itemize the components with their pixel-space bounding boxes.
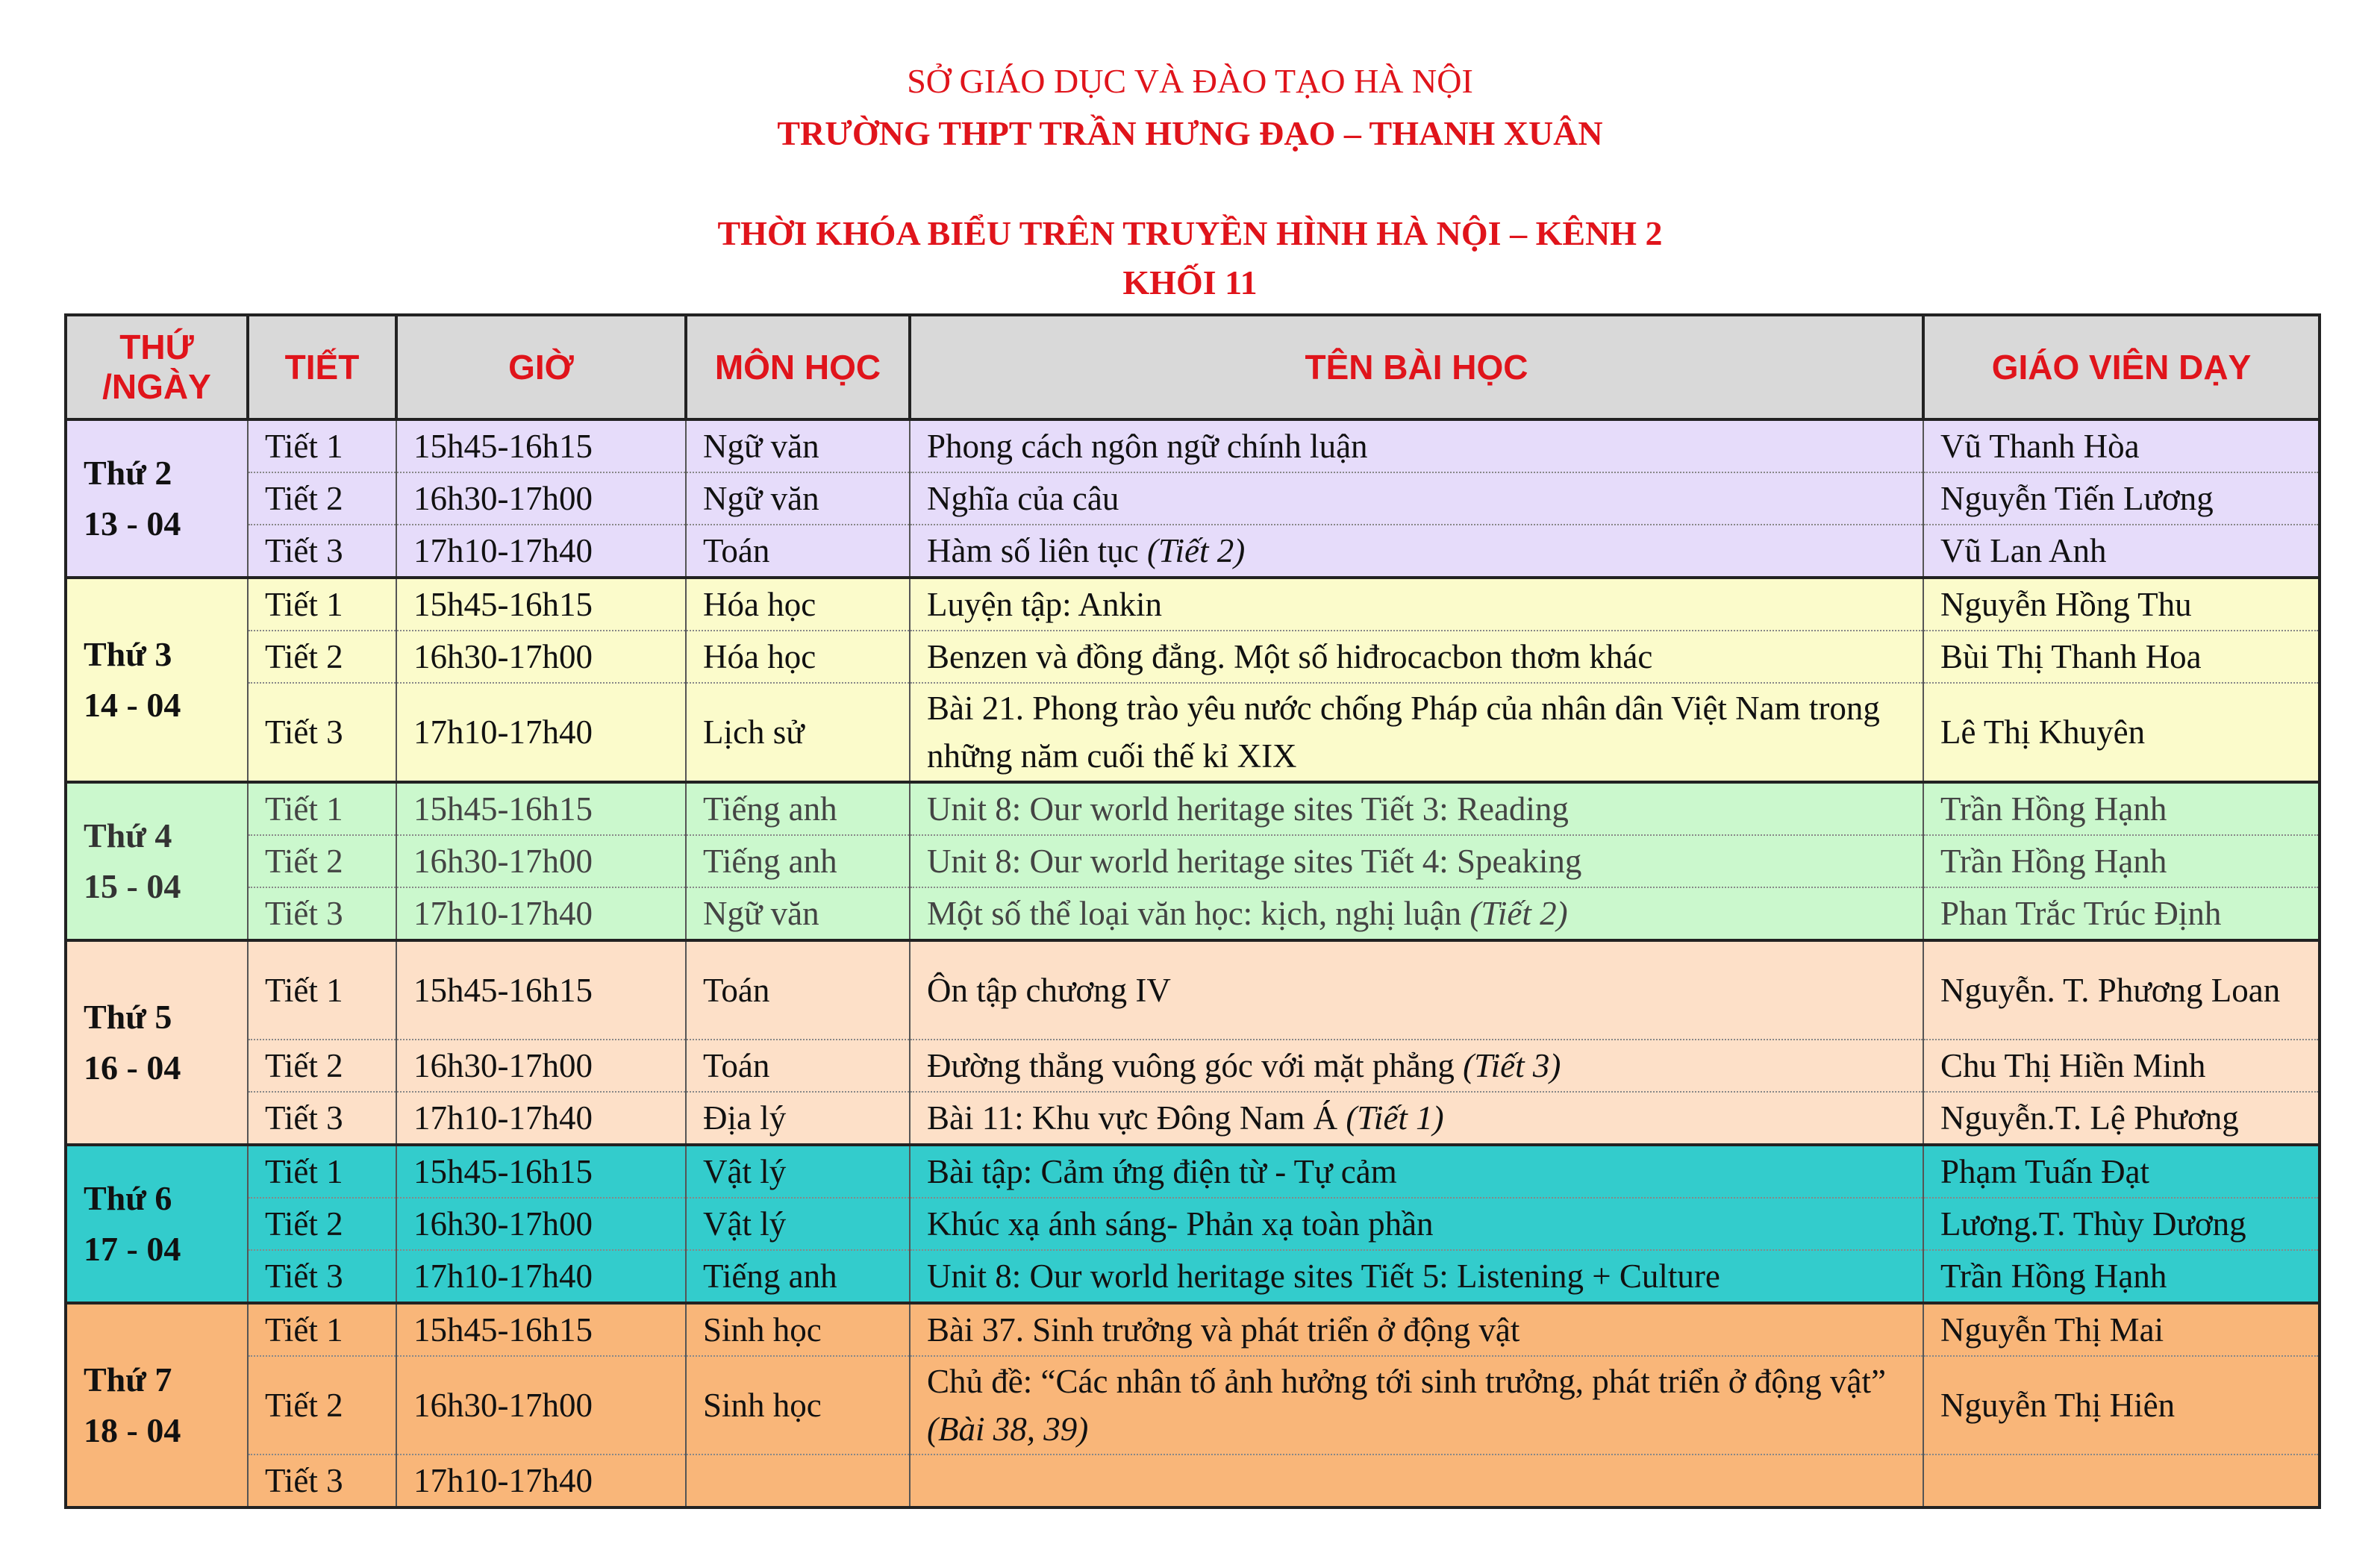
subject-cell: Sinh học — [686, 1303, 910, 1356]
teacher-cell: Nguyễn. T. Phương Loan — [1923, 940, 2320, 1040]
table-row — [66, 525, 2320, 578]
lesson-note: (Tiết 2) — [1146, 532, 1246, 569]
lesson-cell — [910, 887, 1923, 940]
lesson-title: Unit 8: Our world heritage sites Tiết 5: Listening + Culture — [927, 1257, 1720, 1295]
lesson-note: (Tiết 3) — [1463, 1047, 1561, 1084]
lesson-cell — [910, 1455, 1923, 1507]
period-cell: Tiết 3 — [248, 1455, 396, 1507]
teacher-cell: Vũ Lan Anh — [1923, 525, 2320, 578]
period-cell: Tiết 3 — [248, 1250, 396, 1303]
lesson-title: Bài 37. Sinh trưởng và phát triển ở động vật — [927, 1311, 1520, 1349]
day-label: Thứ 4 — [84, 816, 172, 854]
lesson-note: (Tiết 1) — [1346, 1099, 1444, 1137]
time-cell: 16h30-17h00 — [396, 631, 686, 683]
teacher-cell — [1923, 1455, 2320, 1507]
lesson-title: Chủ đề: “Các nhân tố ảnh hưởng tới sinh trưởng, phát triển ở động vật” — [927, 1363, 1886, 1400]
time-cell: 15h45-16h15 — [396, 1303, 686, 1356]
subject-cell — [686, 1455, 910, 1507]
day-date: 16 - 04 — [84, 1049, 181, 1087]
subject-cell: Tiếng anh — [686, 835, 910, 887]
period-cell: Tiết 2 — [248, 1198, 396, 1250]
time-cell: 16h30-17h00 — [396, 835, 686, 887]
teacher-cell: Chu Thị Hiền Minh — [1923, 1040, 2320, 1092]
period-cell: Tiết 2 — [248, 1356, 396, 1455]
teacher-cell: Nguyễn Thị Mai — [1923, 1303, 2320, 1356]
lesson-title: Hàm số liên tục — [927, 532, 1147, 569]
subject-cell: Sinh học — [686, 1356, 910, 1455]
lesson-title: Khúc xạ ánh sáng- Phản xạ toàn phần — [927, 1205, 1434, 1243]
lesson-title: Unit 8: Our world heritage sites Tiết 4: Speaking — [927, 843, 1582, 880]
day-cell — [66, 1145, 248, 1303]
day-cell — [66, 782, 248, 940]
table-row — [66, 683, 2320, 782]
table-row — [66, 472, 2320, 525]
period-cell: Tiết 3 — [248, 525, 396, 578]
lesson-cell — [910, 683, 1923, 782]
day-label: Thứ 5 — [84, 998, 172, 1036]
lesson-title: Đường thẳng vuông góc với mặt phẳng — [927, 1047, 1464, 1084]
teacher-cell: Phan Trắc Trúc Định — [1923, 887, 2320, 940]
lesson-cell — [910, 940, 1923, 1040]
lesson-title: Luyện tập: Ankin — [927, 586, 1162, 623]
teacher-cell: Nguyễn Hồng Thu — [1923, 578, 2320, 631]
time-cell: 16h30-17h00 — [396, 1356, 686, 1455]
period-cell: Tiết 2 — [248, 472, 396, 525]
lesson-cell — [910, 782, 1923, 835]
table-row — [66, 887, 2320, 940]
table-row — [66, 1145, 2320, 1198]
table-row — [66, 578, 2320, 631]
subject-cell: Toán — [686, 940, 910, 1040]
period-cell: Tiết 2 — [248, 835, 396, 887]
time-cell: 15h45-16h15 — [396, 940, 686, 1040]
lesson-cell — [910, 1198, 1923, 1250]
col-header-subject: MÔN HỌC — [686, 315, 910, 419]
lesson-title: Nghĩa của câu — [927, 480, 1119, 517]
lesson-cell — [910, 1303, 1923, 1356]
period-cell: Tiết 3 — [248, 1092, 396, 1145]
table-row — [66, 1198, 2320, 1250]
table-row — [66, 1356, 2320, 1455]
lesson-title: Bài 21. Phong trào yêu nước chống Pháp của nhân dân Việt Nam trong những năm cuối thế kỉ XIX — [927, 690, 1880, 775]
subject-cell: Ngữ văn — [686, 887, 910, 940]
col-header-period: TIẾT — [248, 315, 396, 419]
time-cell: 17h10-17h40 — [396, 525, 686, 578]
subject-cell: Địa lý — [686, 1092, 910, 1145]
subject-cell: Tiếng anh — [686, 782, 910, 835]
table-row — [66, 631, 2320, 683]
lesson-title: Phong cách ngôn ngữ chính luận — [927, 428, 1368, 465]
teacher-cell: Lương.T. Thùy Dương — [1923, 1198, 2320, 1250]
period-cell: Tiết 1 — [248, 940, 396, 1040]
table-row — [66, 940, 2320, 1040]
lesson-cell — [910, 835, 1923, 887]
lesson-title: Bài tập: Cảm ứng điện từ - Tự cảm — [927, 1153, 1397, 1190]
lesson-title: Bài 11: Khu vực Đông Nam Á — [927, 1099, 1346, 1137]
lesson-cell — [910, 525, 1923, 578]
lesson-cell — [910, 419, 1923, 472]
lesson-note: (Tiết 2) — [1469, 895, 1568, 932]
lesson-cell — [910, 578, 1923, 631]
grade-title: KHỐI 11 — [1122, 263, 1258, 301]
time-cell: 15h45-16h15 — [396, 782, 686, 835]
subject-cell: Toán — [686, 525, 910, 578]
lesson-cell — [910, 1145, 1923, 1198]
day-date: 15 - 04 — [84, 867, 181, 905]
table-row — [66, 1303, 2320, 1356]
lesson-title: Benzen và đồng đẳng. Một số hiđrocacbon thơm khác — [927, 638, 1653, 675]
day-date: 18 - 04 — [84, 1411, 181, 1449]
day-date: 17 - 04 — [84, 1230, 181, 1268]
teacher-cell: Bùi Thị Thanh Hoa — [1923, 631, 2320, 683]
day-date: 14 - 04 — [84, 686, 181, 724]
timetable — [64, 313, 2321, 1509]
col-header-lesson: TÊN BÀI HỌC — [910, 315, 1923, 419]
period-cell: Tiết 2 — [248, 631, 396, 683]
time-cell: 16h30-17h00 — [396, 1198, 686, 1250]
department-title: SỞ GIÁO DỤC VÀ ĐÀO TẠO HÀ NỘI — [907, 62, 1473, 100]
subject-cell: Ngữ văn — [686, 472, 910, 525]
time-cell: 16h30-17h00 — [396, 472, 686, 525]
table-row — [66, 1092, 2320, 1145]
table-row — [66, 835, 2320, 887]
time-cell: 15h45-16h15 — [396, 578, 686, 631]
school-title: TRƯỜNG THPT TRẦN HƯNG ĐẠO – THANH XUÂN — [777, 114, 1603, 152]
day-label: Thứ 3 — [84, 635, 172, 673]
lesson-title: Ôn tập chương IV — [927, 972, 1171, 1009]
subject-cell: Tiếng anh — [686, 1250, 910, 1303]
subject-cell: Vật lý — [686, 1145, 910, 1198]
teacher-cell: Phạm Tuấn Đạt — [1923, 1145, 2320, 1198]
subject-cell: Hóa học — [686, 578, 910, 631]
time-cell: 16h30-17h00 — [396, 1040, 686, 1092]
period-cell: Tiết 2 — [248, 1040, 396, 1092]
lesson-cell — [910, 1250, 1923, 1303]
lesson-cell — [910, 1356, 1923, 1455]
day-label: Thứ 7 — [84, 1360, 172, 1399]
subject-cell: Vật lý — [686, 1198, 910, 1250]
day-label: Thứ 2 — [84, 454, 172, 492]
day-date: 13 - 04 — [84, 504, 181, 543]
col-header-day: THỨ /NGÀY — [66, 315, 248, 419]
teacher-cell: Lê Thị Khuyên — [1923, 683, 2320, 782]
lesson-cell — [910, 1040, 1923, 1092]
subject-cell: Ngữ văn — [686, 419, 910, 472]
day-cell — [66, 419, 248, 578]
teacher-cell: Nguyễn.T. Lệ Phương — [1923, 1092, 2320, 1145]
subject-cell: Lịch sử — [686, 683, 910, 782]
table-row — [66, 1455, 2320, 1507]
teacher-cell: Nguyễn Thị Hiên — [1923, 1356, 2320, 1455]
teacher-cell: Trần Hồng Hạnh — [1923, 1250, 2320, 1303]
period-cell: Tiết 1 — [248, 782, 396, 835]
lesson-cell — [910, 472, 1923, 525]
time-cell: 17h10-17h40 — [396, 887, 686, 940]
teacher-cell: Trần Hồng Hạnh — [1923, 835, 2320, 887]
lesson-cell — [910, 631, 1923, 683]
col-header-teacher: GIÁO VIÊN DẠY — [1923, 315, 2320, 419]
table-header-row — [66, 315, 2320, 419]
teacher-cell: Nguyễn Tiến Lương — [1923, 472, 2320, 525]
day-label: Thứ 6 — [84, 1179, 172, 1217]
day-cell — [66, 578, 248, 782]
teacher-cell: Vũ Thanh Hòa — [1923, 419, 2320, 472]
time-cell: 15h45-16h15 — [396, 1145, 686, 1198]
lesson-note: (Bài 38, 39) — [927, 1410, 1089, 1448]
schedule-title: THỜI KHÓA BIỂU TRÊN TRUYỀN HÌNH HÀ NỘI – KÊNH 2 — [717, 214, 1663, 252]
period-cell: Tiết 3 — [248, 887, 396, 940]
teacher-cell: Trần Hồng Hạnh — [1923, 782, 2320, 835]
time-cell: 17h10-17h40 — [396, 1250, 686, 1303]
col-header-time: GIỜ — [396, 315, 686, 419]
day-cell — [66, 1303, 248, 1507]
subject-cell: Hóa học — [686, 631, 910, 683]
period-cell: Tiết 3 — [248, 683, 396, 782]
lesson-title: Unit 8: Our world heritage sites Tiết 3: Reading — [927, 790, 1569, 828]
lesson-cell — [910, 1092, 1923, 1145]
period-cell: Tiết 1 — [248, 419, 396, 472]
subject-cell: Toán — [686, 1040, 910, 1092]
table-row — [66, 1040, 2320, 1092]
time-cell: 17h10-17h40 — [396, 1455, 686, 1507]
period-cell: Tiết 1 — [248, 578, 396, 631]
time-cell: 17h10-17h40 — [396, 1092, 686, 1145]
table-row — [66, 419, 2320, 472]
lesson-title: Một số thể loại văn học: kịch, nghị luận — [927, 895, 1470, 932]
table-row — [66, 1250, 2320, 1303]
time-cell: 15h45-16h15 — [396, 419, 686, 472]
period-cell: Tiết 1 — [248, 1145, 396, 1198]
period-cell: Tiết 1 — [248, 1303, 396, 1356]
table-row — [66, 782, 2320, 835]
time-cell: 17h10-17h40 — [396, 683, 686, 782]
day-cell — [66, 940, 248, 1145]
